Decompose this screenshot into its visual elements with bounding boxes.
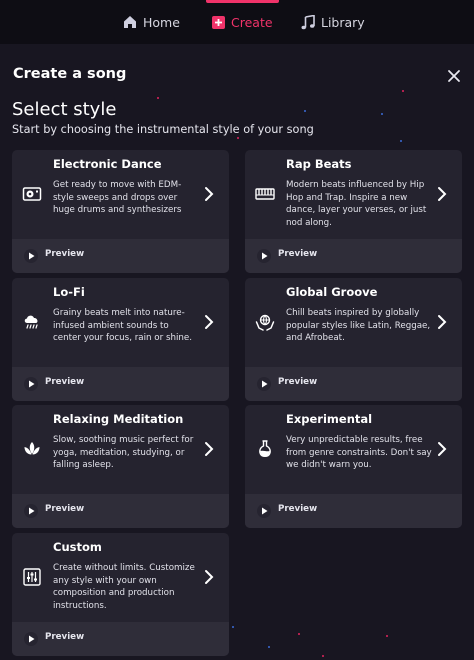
style-card-lo-fi xyxy=(12,278,229,401)
preview-button[interactable] xyxy=(245,367,462,401)
section-subtitle: Start by choosing the instrumental style of your song xyxy=(12,123,314,136)
chevron-right-icon xyxy=(203,186,215,202)
preview-button[interactable] xyxy=(12,239,229,273)
tab-library-label: Library xyxy=(321,14,365,30)
style-select-lo-fi[interactable] xyxy=(12,278,229,367)
style-description: Slow, soothing music perfect for yoga, meditation, studying, or falling asleep. xyxy=(53,435,194,471)
style-name: Electronic Dance xyxy=(53,157,162,171)
preview-label: Preview xyxy=(45,632,85,642)
play-icon xyxy=(257,249,271,263)
style-description: Modern beats influenced by Hip Hop and Trap. Inspire a new dance, layer your verses, or just nod along. xyxy=(286,180,427,228)
style-card-rap-beats xyxy=(245,150,462,273)
tab-home-label: Home xyxy=(143,14,180,30)
tab-home[interactable] xyxy=(123,0,180,44)
lotus-icon xyxy=(22,439,42,459)
style-select-rap-beats[interactable] xyxy=(245,150,462,239)
style-select-relaxing-meditation[interactable] xyxy=(12,405,229,494)
style-description: Very unpredictable results, free from genre constraints. Don't say we didn't warn you. xyxy=(286,435,432,471)
modal-title: Create a song xyxy=(13,66,127,82)
play-icon xyxy=(24,632,38,646)
style-name: Lo-Fi xyxy=(53,285,85,299)
close-icon[interactable] xyxy=(444,66,464,86)
globe-hands-icon xyxy=(255,312,275,332)
style-name: Relaxing Meditation xyxy=(53,412,184,426)
style-card-custom xyxy=(12,533,229,656)
preview-label: Preview xyxy=(278,377,318,387)
style-select-custom[interactable] xyxy=(12,533,229,622)
preview-label: Preview xyxy=(45,249,85,259)
section-heading: Select style xyxy=(12,99,117,120)
play-icon xyxy=(24,377,38,391)
chevron-right-icon xyxy=(436,441,448,457)
style-card-electronic-dance xyxy=(12,150,229,273)
tab-create[interactable] xyxy=(212,0,273,44)
preview-button[interactable] xyxy=(12,367,229,401)
style-description: Grainy beats melt into nature-infused ambient sounds to center your focus, rain or shine. xyxy=(53,308,192,344)
play-icon xyxy=(257,504,271,518)
style-name: Global Groove xyxy=(286,285,378,299)
rain-cloud-icon xyxy=(22,312,42,332)
style-card-relaxing-meditation xyxy=(12,405,229,528)
style-name: Rap Beats xyxy=(286,157,352,171)
speaker-icon xyxy=(22,184,42,204)
style-select-experimental[interactable] xyxy=(245,405,462,494)
style-name: Experimental xyxy=(286,412,373,426)
style-card-experimental xyxy=(245,405,462,528)
sliders-icon xyxy=(22,567,42,587)
preview-label: Preview xyxy=(45,504,85,514)
plus-square-icon xyxy=(212,16,225,29)
style-select-global-groove[interactable] xyxy=(245,278,462,367)
preview-button[interactable] xyxy=(12,622,229,656)
style-name: Custom xyxy=(53,540,102,554)
preview-button[interactable] xyxy=(245,239,462,273)
chevron-right-icon xyxy=(436,314,448,330)
style-description: Create without limits. Customize any style with your own composition and production instructions. xyxy=(53,563,195,611)
home-icon xyxy=(123,15,137,29)
preview-button[interactable] xyxy=(245,494,462,528)
active-tab-indicator xyxy=(206,0,279,3)
tab-create-label: Create xyxy=(231,14,273,30)
style-description: Chill beats inspired by globally popular styles like Latin, Reggae, and Afrobeat. xyxy=(286,308,431,344)
preview-label: Preview xyxy=(45,377,85,387)
preview-label: Preview xyxy=(278,504,318,514)
keyboard-icon xyxy=(255,184,275,204)
top-navigation xyxy=(0,0,474,44)
preview-label: Preview xyxy=(278,249,318,259)
chevron-right-icon xyxy=(203,569,215,585)
chevron-right-icon xyxy=(203,314,215,330)
preview-button[interactable] xyxy=(12,494,229,528)
play-icon xyxy=(257,377,271,391)
style-card-global-groove xyxy=(245,278,462,401)
chevron-right-icon xyxy=(436,186,448,202)
play-icon xyxy=(24,504,38,518)
tab-library[interactable] xyxy=(301,0,365,44)
chevron-right-icon xyxy=(203,441,215,457)
style-description: Get ready to move with EDM-style sweeps and drops over huge drums and synthesizers xyxy=(53,180,182,216)
flask-icon xyxy=(255,439,275,459)
play-icon xyxy=(24,249,38,263)
style-select-electronic-dance[interactable] xyxy=(12,150,229,239)
music-note-icon xyxy=(301,15,315,30)
